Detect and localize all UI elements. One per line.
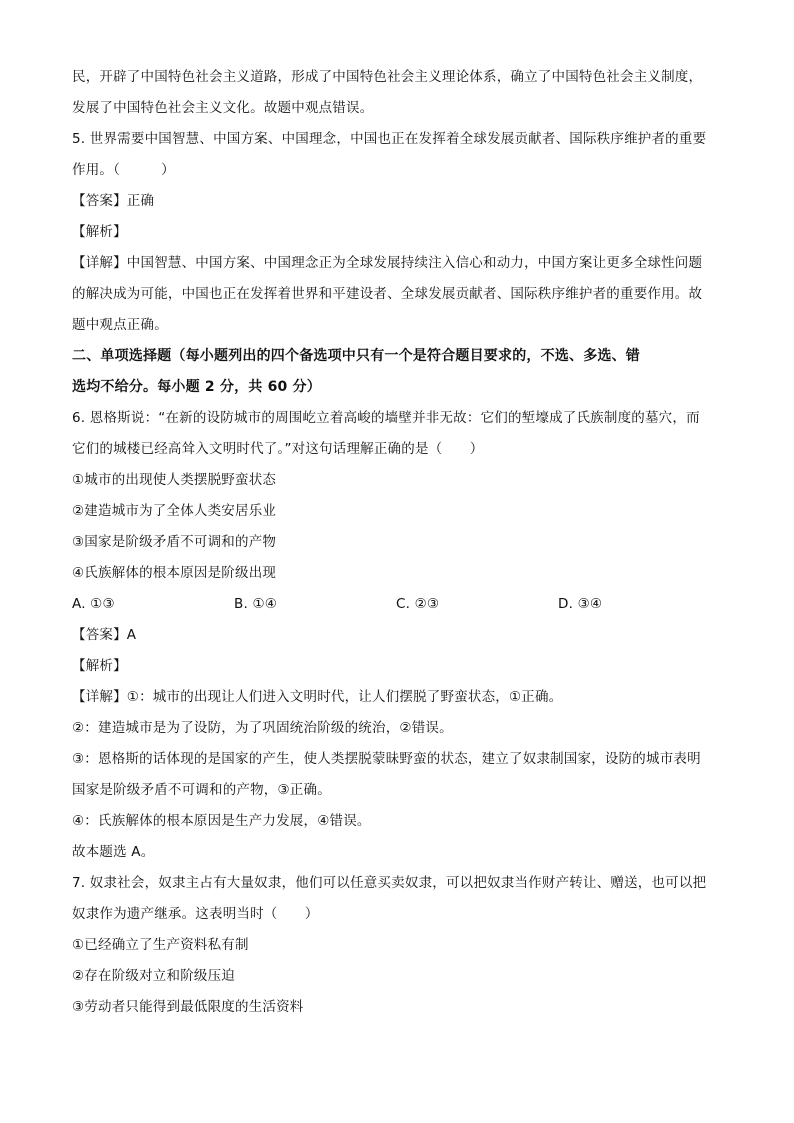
question-7-item: ③劳动者只能得到最低限度的生活资料 <box>72 999 304 1015</box>
question-6-item: ②建造城市为了全体人类安居乐业 <box>72 503 277 519</box>
question-6-detail: 故本题选 A。 <box>72 844 155 860</box>
question-7-stem: 7. 奴隶社会，奴隶主占有大量奴隶，他们可以任意买卖奴隶，可以把奴隶当作财产转让、赠送，也可以把 <box>72 875 707 891</box>
question-6-item: ③国家是阶级矛盾不可调和的产物 <box>72 534 277 550</box>
document-page <box>72 62 732 1023</box>
question-6-item: ④氏族解体的根本原因是阶级出现 <box>72 565 277 581</box>
question-5-detail: 的解决成为可能，中国也正在发挥着世界和平建设者、全球发展贡献者、国际秩序维护者的重要作用。故 <box>72 286 703 302</box>
question-6-answer: 【答案】A <box>72 627 137 643</box>
question-7-item: ②存在阶级对立和阶级压迫 <box>72 968 236 984</box>
question-6-detail: 国家是阶级矛盾不可调和的产物，③正确。 <box>72 782 331 798</box>
question-7-stem: 奴隶作为遗产继承。这表明当时（ ） <box>72 906 319 922</box>
question-6-detail: 【详解】①：城市的出现让人们进入文明时代，让人们摆脱了野蛮状态，①正确。 <box>72 689 563 705</box>
question-6-analysis-label: 【解析】 <box>72 658 127 674</box>
question-6-detail: ④：氏族解体的根本原因是生产力发展，④错误。 <box>72 813 371 829</box>
question-6-options <box>72 589 732 620</box>
question-5-detail: 【详解】中国智慧、中国方案、中国理念正为全球发展持续注入信心和动力，中国方案让更多全球性问题 <box>72 255 703 271</box>
section-heading: 选均不给分。每小题 2 分，共 60 分） <box>72 379 321 395</box>
option-a: A. ①③ <box>72 596 115 612</box>
option-d: D. ③④ <box>558 596 603 612</box>
question-6-stem: 6. 恩格斯说：“在新的设防城市的周围屹立着高峻的墙壁并非无故：它们的堑壕成了氏族制度的墓穴，而 <box>72 410 700 426</box>
question-6-stem: 它们的城楼已经高耸入文明时代了。”对这句话理解正确的是（ ） <box>72 441 484 457</box>
question-6-item: ①城市的出现使人类摆脱野蛮状态 <box>72 472 277 488</box>
question-5-stem: 作用。（ ） <box>72 162 175 178</box>
paragraph-line: 发展了中国特色社会主义文化。故题中观点错误。 <box>72 100 374 116</box>
question-5-analysis-label: 【解析】 <box>72 224 127 240</box>
question-5-answer: 【答案】正确 <box>72 193 155 209</box>
question-7-item: ①已经确立了生产资料私有制 <box>72 937 249 953</box>
question-6-detail: ②：建造城市是为了设防，为了巩固统治阶级的统治，②错误。 <box>72 720 453 736</box>
option-c: C. ②③ <box>396 596 440 612</box>
question-5-detail: 题中观点正确。 <box>72 317 168 333</box>
question-6-detail: ③：恩格斯的话体现的是国家的产生，使人类摆脱蒙昧野蛮的状态，建立了奴隶制国家，设防的城市表明 <box>72 751 701 767</box>
question-5-stem: 5. 世界需要中国智慧、中国方案、中国理念，中国也正在发挥着全球发展贡献者、国际秩序维护者的重要 <box>72 131 707 147</box>
paragraph-line: 民，开辟了中国特色社会主义道路，形成了中国特色社会主义理论体系，确立了中国特色社会主义制度， <box>72 69 703 85</box>
section-heading: 二、单项选择题（每小题列出的四个备选项中只有一个是符合题目要求的，不选、多选、错 <box>72 348 640 364</box>
option-b: B. ①④ <box>234 596 278 612</box>
